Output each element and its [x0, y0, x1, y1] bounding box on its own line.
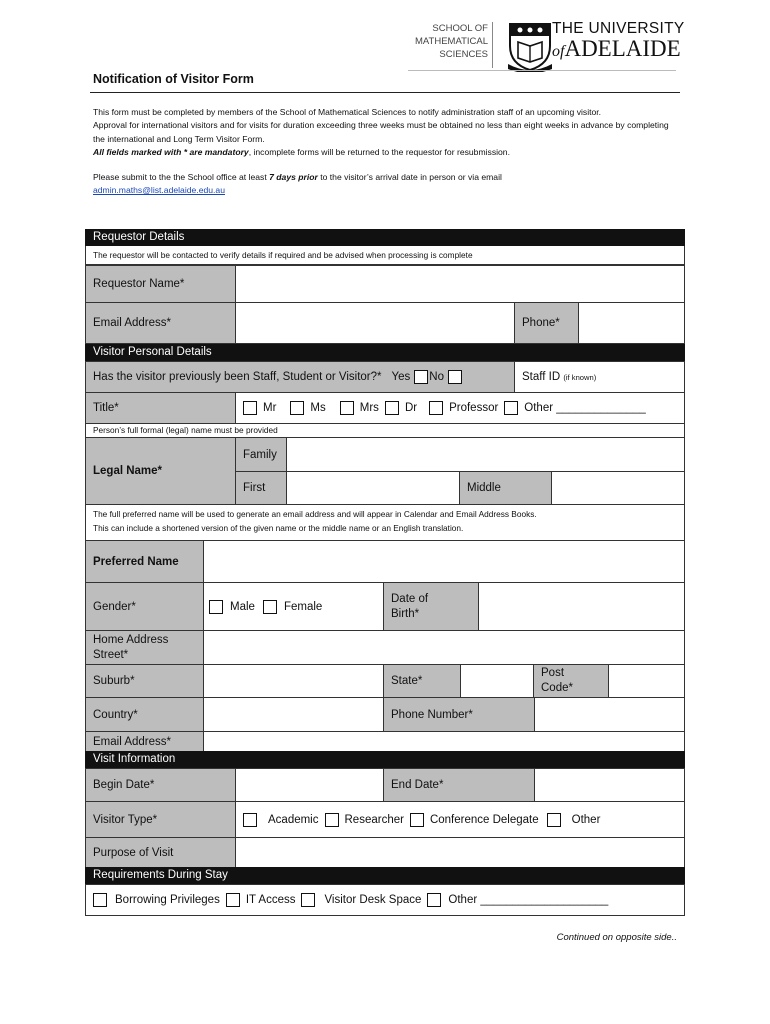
form-title: Notification of Visitor Form	[93, 72, 254, 86]
academic-label: Academic	[268, 813, 319, 826]
school-logo-text	[404, 22, 488, 61]
if-known-note: (if known)	[563, 372, 597, 382]
title-rule	[90, 92, 680, 93]
requestor-email-label: Email Address*	[85, 302, 236, 344]
middle-name-field[interactable]	[551, 471, 685, 505]
submit-text-b: to the visitor’s arrival date in person or via email	[317, 172, 502, 183]
post-code-field[interactable]	[608, 664, 685, 698]
researcher-checkbox[interactable]	[325, 813, 339, 827]
male-label: Male	[230, 600, 255, 613]
visitor-type-label: Visitor Type*	[85, 801, 236, 838]
intro-submit	[93, 171, 678, 198]
staff-id-field[interactable]	[514, 361, 685, 393]
title-options	[235, 392, 685, 424]
mandatory-note: All fields marked with * are mandatory	[93, 146, 249, 157]
requestor-details-heading: Requestor Details	[85, 229, 685, 246]
end-date-label: End Date*	[383, 768, 535, 802]
yes-checkbox[interactable]	[414, 370, 428, 384]
university-name-line-2	[552, 36, 681, 62]
female-checkbox[interactable]	[263, 600, 277, 614]
visitor-type-other-checkbox[interactable]	[547, 813, 561, 827]
visit-information-heading: Visit Information	[85, 751, 685, 768]
home-address-label	[85, 630, 204, 665]
title-professor-label: Professor	[449, 402, 499, 414]
title-mrs-checkbox[interactable]	[340, 401, 354, 415]
visitor-email-field[interactable]	[203, 731, 685, 752]
previous-visitor-row	[85, 361, 515, 393]
requestor-email-field[interactable]	[235, 302, 515, 344]
intro-text	[93, 106, 678, 198]
requestor-note: The requestor will be contacted to verify details if required and be advised when processing is complete	[85, 246, 685, 265]
mandatory-rest: , incomplete forms will be returned to the requestor for resubmission.	[248, 146, 510, 157]
first-name-field[interactable]	[286, 471, 460, 505]
desk-space-checkbox[interactable]	[301, 893, 315, 907]
it-access-label: IT Access	[245, 894, 296, 906]
suburb-label: Suburb*	[85, 664, 204, 698]
logo-divider	[492, 22, 493, 68]
family-name-field[interactable]	[286, 437, 685, 472]
preferred-name-field[interactable]	[203, 540, 685, 583]
visitor-phone-field[interactable]	[534, 697, 685, 732]
intro-mandatory	[93, 146, 678, 159]
preferred-note-line-1: The full preferred name will be used to generate an email address and will appear in Calendar and Email Address Books.	[93, 509, 537, 519]
university-crest-icon	[506, 20, 554, 72]
family-name-label: Family	[235, 437, 287, 472]
title-mr-checkbox[interactable]	[243, 401, 257, 415]
home-address-field[interactable]	[203, 630, 685, 665]
title-dr-label: Dr	[404, 402, 418, 414]
school-line-2: MATHEMATICAL	[414, 36, 488, 47]
continued-note: Continued on opposite side..	[556, 932, 677, 943]
university-of: of	[552, 43, 565, 60]
end-date-field[interactable]	[534, 768, 685, 802]
visitor-type-other-label: Other	[571, 813, 601, 826]
suburb-field[interactable]	[203, 664, 384, 698]
requirements-options	[85, 884, 685, 916]
state-field[interactable]	[460, 664, 534, 698]
staff-id-label: Staff ID	[522, 371, 561, 383]
home-address-line-2: Street*	[93, 648, 129, 661]
middle-name-label: Middle	[459, 471, 552, 505]
legal-name-label: Legal Name*	[85, 437, 236, 505]
no-label: No	[429, 371, 444, 383]
dob-label-line-2: Birth*	[391, 607, 420, 620]
conference-delegate-label: Conference Delegate	[429, 813, 539, 826]
post-code-line-1: Post	[541, 667, 565, 679]
legal-name-note: Person’s full formal (legal) name must be provided	[85, 424, 685, 438]
intro-line-1: This form must be completed by members of the School of Mathematical Sciences to notify administration staff of an upcoming visitor.	[93, 107, 602, 117]
title-other-label: Other ______________	[524, 402, 646, 414]
no-checkbox[interactable]	[448, 370, 462, 384]
submit-text-a: Please submit to the the School office at least	[93, 172, 270, 183]
previous-visitor-question: Has the visitor previously been Staff, Student or Visitor?*	[93, 371, 382, 383]
requirements-other-label: Other ____________________	[448, 894, 609, 906]
first-name-label: First	[235, 471, 287, 505]
requestor-phone-field[interactable]	[578, 302, 685, 344]
yes-label: Yes	[391, 371, 411, 383]
preferred-name-label: Preferred Name	[85, 540, 204, 583]
country-field[interactable]	[203, 697, 384, 732]
logo-rule	[408, 70, 676, 71]
borrowing-privileges-checkbox[interactable]	[93, 893, 107, 907]
visitor-phone-label: Phone Number*	[383, 697, 535, 732]
dob-label	[383, 582, 479, 631]
preferred-note-line-2: This can include a shortened version of the given name or the middle name or an English translation.	[93, 522, 464, 533]
requestor-name-label: Requestor Name*	[85, 265, 236, 303]
post-code-label	[533, 664, 609, 698]
academic-checkbox[interactable]	[243, 813, 257, 827]
it-access-checkbox[interactable]	[226, 893, 240, 907]
title-dr-checkbox[interactable]	[385, 401, 399, 415]
post-code-line-2: Code*	[541, 682, 573, 694]
requirements-heading: Requirements During Stay	[85, 867, 685, 884]
preferred-name-note	[85, 505, 685, 541]
begin-date-label: Begin Date*	[85, 768, 236, 802]
requestor-phone-label: Phone*	[514, 302, 579, 344]
title-professor-checkbox[interactable]	[429, 401, 443, 415]
title-mr-label: Mr	[263, 402, 277, 414]
title-label: Title*	[85, 392, 236, 424]
state-label: State*	[383, 664, 461, 698]
university-name-line-1: THE UNIVERSITY	[552, 20, 685, 37]
title-ms-label: Ms	[310, 402, 326, 414]
admin-email-link[interactable]: admin.maths@list.adelaide.edu.au	[93, 185, 225, 196]
intro-line-2: Approval for international visitors and for visits for duration exceeding three weeks must be obtained no less than eight weeks in advance by completing the international and Long Term Visitor Form.	[93, 120, 669, 144]
title-ms-checkbox[interactable]	[290, 401, 304, 415]
purpose-field[interactable]	[235, 837, 685, 868]
gender-options	[203, 582, 384, 631]
university-adelaide: ADELAIDE	[564, 36, 681, 61]
conference-delegate-checkbox[interactable]	[410, 813, 424, 827]
title-mrs-label: Mrs	[359, 402, 379, 414]
researcher-label: Researcher	[344, 813, 404, 826]
gender-label: Gender*	[85, 582, 204, 631]
purpose-label: Purpose of Visit	[85, 837, 236, 868]
male-checkbox[interactable]	[209, 600, 223, 614]
visitor-personal-heading: Visitor Personal Details	[85, 344, 685, 361]
dob-field[interactable]	[478, 582, 685, 631]
visitor-type-options	[235, 801, 685, 838]
home-address-line-1: Home Address	[93, 633, 169, 646]
school-line-3: SCIENCES	[439, 49, 488, 60]
begin-date-field[interactable]	[235, 768, 384, 802]
requestor-name-field[interactable]	[235, 265, 685, 303]
school-line-1: SCHOOL OF	[432, 23, 488, 34]
visitor-email-label: Email Address*	[85, 731, 204, 752]
borrowing-privileges-label: Borrowing Privileges	[115, 894, 220, 906]
title-other-checkbox[interactable]	[504, 401, 518, 415]
dob-label-line-1: Date of	[391, 592, 429, 605]
desk-space-label: Visitor Desk Space	[324, 894, 422, 906]
female-label: Female	[283, 600, 323, 613]
submit-deadline: 7 days prior	[269, 172, 318, 183]
requirements-other-checkbox[interactable]	[427, 893, 441, 907]
country-label: Country*	[85, 697, 204, 732]
